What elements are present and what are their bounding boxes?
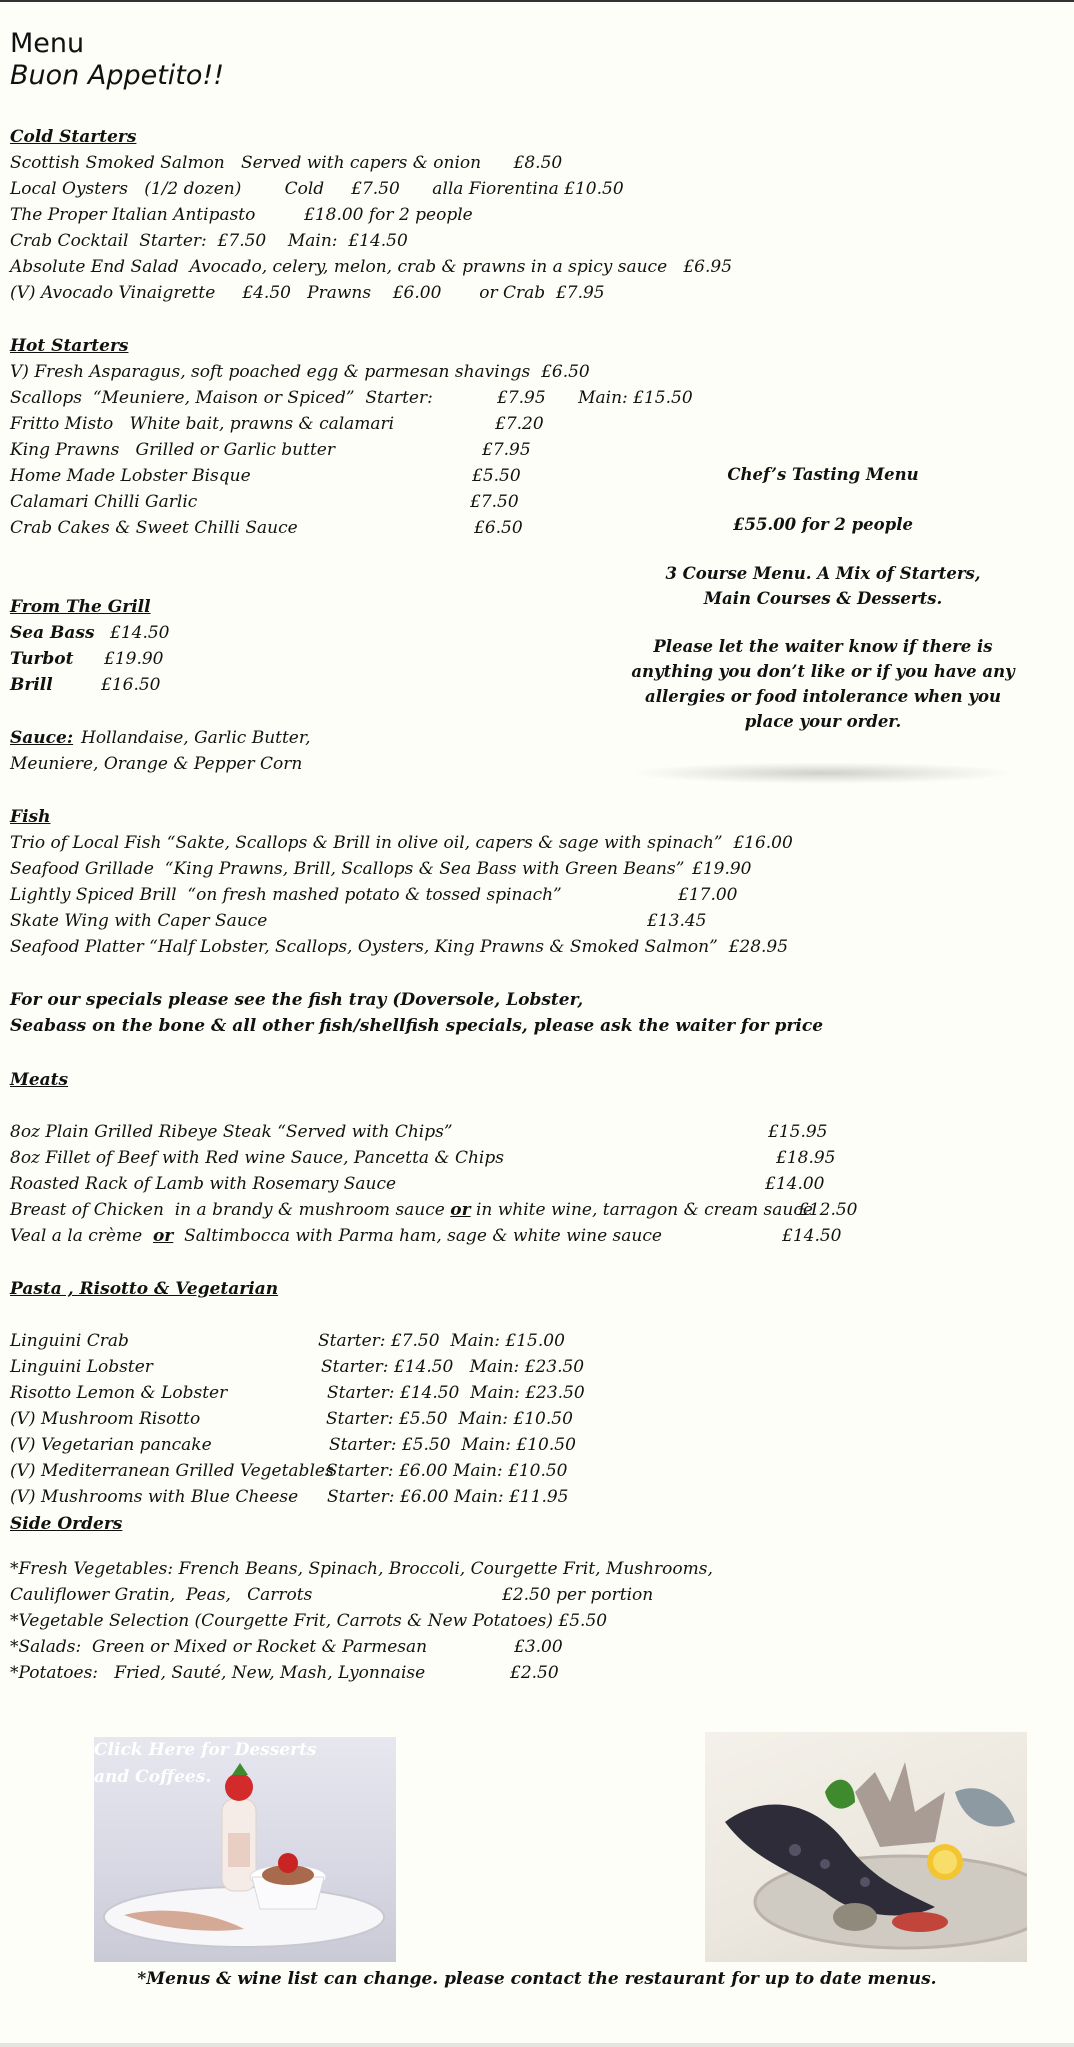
menu-item-name: Sea Bass — [10, 623, 95, 643]
menu-item-price: £17.00 — [678, 885, 738, 905]
menu-item-price: Starter: £5.50 Main: £10.50 — [326, 1409, 573, 1429]
menu-item-name: *Potatoes: Fried, Sauté, New, Mash, Lyonnaise — [10, 1663, 426, 1683]
desserts-link-caption[interactable]: Click Here for Desserts and Coffees. — [94, 1740, 317, 1787]
decorative-shadow-divider — [628, 762, 1018, 784]
specials-note: For our specials please see the fish tray (Doversole, Lobster, — [10, 990, 584, 1010]
menu-line: *Vegetable Selection (Courgette Frit, Carrots & New Potatoes) £5.50 — [10, 1611, 608, 1631]
section-heading-hot-starters: Hot Starters — [10, 336, 129, 356]
specials-note: Seabass on the bone & all other fish/shellfish specials, please ask the waiter for price — [10, 1016, 824, 1036]
menu-item-price: £7.20 — [495, 414, 544, 434]
menu-line: (V) Avocado Vinaigrette £4.50 Prawns £6.00 or Crab £7.95 — [10, 283, 605, 303]
bottom-border — [0, 2043, 1074, 2047]
menu-item-price: £14.00 — [765, 1174, 825, 1194]
menu-item-name: (V) Mushrooms with Blue Cheese — [10, 1487, 299, 1507]
menu-line: Local Oysters (1/2 dozen) Cold £7.50 alla Fiorentina £10.50 — [10, 179, 624, 199]
section-heading-meats: Meats — [10, 1070, 69, 1090]
menu-item-name: in white wine, tarragon & cream sauce — [470, 1200, 813, 1220]
tasting-menu-allergy-note: Please let the waiter know if there is anything you don’t like or if you have any allergies or food intolerance when you place your order. — [631, 637, 1015, 731]
menu-line: Absolute End Salad Avocado, celery, melon, crab & prawns in a spicy sauce £6.95 — [10, 257, 733, 277]
menu-item-price: Starter: £6.00 Main: £11.95 — [327, 1487, 569, 1507]
section-heading-pasta: Pasta , Risotto & Vegetarian — [10, 1279, 279, 1299]
menu-item-price: Starter: £6.00 Main: £10.50 — [326, 1461, 568, 1481]
menu-item-price: Starter: £5.50 Main: £10.50 — [329, 1435, 576, 1455]
section-heading-cold-starters: Cold Starters — [10, 127, 137, 147]
tasting-menu-price: £55.00 for 2 people — [732, 515, 913, 534]
menu-item-name: Veal a la crème — [10, 1226, 153, 1246]
seafood-platter-illustration — [705, 1732, 1027, 1962]
menu-item-price: £19.90 — [104, 649, 164, 669]
section-heading-fish: Fish — [10, 807, 51, 827]
menu-item-name: V) Fresh Asparagus, soft poached egg & parmesan shavings £6.50 — [10, 362, 590, 382]
menu-item-price: £3.00 — [514, 1637, 563, 1657]
menu-item-name: Home Made Lobster Bisque — [10, 466, 251, 486]
menu-item-price: £2.50 per portion — [502, 1585, 654, 1605]
menu-item-name: Saltimbocca with Parma ham, sage & white wine sauce — [173, 1226, 662, 1246]
seafood-platter-image — [705, 1732, 1027, 1962]
top-border — [0, 0, 1074, 2]
menu-item-price: £14.50 — [110, 623, 170, 643]
menu-item-name: *Salads: Green or Mixed or Rocket & Parmesan — [10, 1637, 428, 1657]
menu-line: Crab Cocktail Starter: £7.50 Main: £14.50 — [10, 231, 408, 251]
menu-item-name: 8oz Fillet of Beef with Red wine Sauce, Pancetta & Chips — [10, 1148, 504, 1168]
menu-item-name: Trio of Local Fish “Sakte, Scallops & Brill in olive oil, capers & sage with spinach” £16.00 — [10, 833, 793, 853]
menu-item-name: Roasted Rack of Lamb with Rosemary Sauce — [10, 1174, 397, 1194]
menu-item-name: Linguini Lobster — [10, 1357, 153, 1377]
menu-item-name: Breast of Chicken in a brandy & mushroom sauce — [10, 1200, 451, 1220]
menu-item-price: £13.45 — [647, 911, 707, 931]
sauce-options: Hollandaise, Garlic Butter, — [81, 728, 311, 748]
menu-item-name: Scallops “Meuniere, Maison or Spiced” Starter: — [10, 388, 433, 408]
menu-item-name: Lightly Spiced Brill “on fresh mashed potato & tossed spinach” — [10, 885, 562, 905]
menu-item-name: Skate Wing with Caper Sauce — [10, 911, 268, 931]
menu-item-name: Risotto Lemon & Lobster — [10, 1383, 228, 1403]
menu-item-price: £7.50 — [470, 492, 519, 512]
menu-item-name: (V) Mediterranean Grilled Vegetables — [10, 1461, 334, 1481]
menu-item-price: £7.95 — [482, 440, 531, 460]
footer-note: *Menus & wine list can change. please contact the restaurant for up to date menus. — [137, 1969, 937, 1989]
menu-item-name: Calamari Chilli Garlic — [10, 492, 198, 512]
tasting-menu-description: 3 Course Menu. A Mix of Starters, Main Courses & Desserts. — [665, 564, 981, 608]
menu-item-name: Seafood Grillade “King Prawns, Brill, Scallops & Sea Bass with Green Beans” — [10, 859, 685, 879]
menu-item-price: £6.50 — [474, 518, 523, 538]
or-separator: or — [450, 1200, 471, 1220]
menu-item-name: 8oz Plain Grilled Ribeye Steak “Served with Chips” — [10, 1122, 453, 1142]
menu-item-price: £7.95 Main: £15.50 — [497, 388, 693, 408]
menu-item-price: £16.50 — [101, 675, 161, 695]
menu-item-price: £5.50 — [472, 466, 521, 486]
or-separator: or — [152, 1226, 174, 1246]
menu-item-row — [10, 1199, 813, 1221]
menu-item-name: Fritto Misto White bait, prawns & calamari — [10, 414, 395, 434]
menu-item-price: £2.50 — [510, 1663, 559, 1683]
menu-line: The Proper Italian Antipasto £18.00 for 2 people — [10, 205, 473, 225]
menu-item-row — [10, 1225, 662, 1247]
menu-item-price: Starter: £7.50 Main: £15.00 — [318, 1331, 565, 1351]
desserts-link-image[interactable] — [94, 1737, 396, 1962]
menu-item-name: Turbot — [10, 649, 74, 669]
menu-item-name: Seafood Platter “Half Lobster, Scallops, Oysters, King Prawns & Smoked Salmon” £28.95 — [10, 937, 789, 957]
menu-item-name: King Prawns Grilled or Garlic butter — [10, 440, 335, 460]
menu-item-price: £12.50 — [798, 1200, 858, 1220]
page-title: Menu — [10, 28, 85, 59]
menu-item-name: Crab Cakes & Sweet Chilli Sauce — [10, 518, 298, 538]
sauce-label: Sauce: — [10, 728, 74, 748]
menu-item-name: Linguini Crab — [10, 1331, 129, 1351]
menu-item-name: (V) Mushroom Risotto — [10, 1409, 201, 1429]
sauce-options: Meuniere, Orange & Pepper Corn — [10, 754, 303, 774]
menu-item-name: (V) Vegetarian pancake — [10, 1435, 212, 1455]
menu-item-price: Starter: £14.50 Main: £23.50 — [321, 1357, 585, 1377]
menu-item-price: £14.50 — [782, 1226, 842, 1246]
menu-item-price: Starter: £14.50 Main: £23.50 — [327, 1383, 585, 1403]
menu-line: Scottish Smoked Salmon Served with capers & onion £8.50 — [10, 153, 563, 173]
menu-item-price: £15.95 — [768, 1122, 828, 1142]
section-heading-side-orders: Side Orders — [10, 1514, 123, 1534]
menu-line: *Fresh Vegetables: French Beans, Spinach, Broccoli, Courgette Frit, Mushrooms, — [10, 1559, 713, 1579]
menu-item-price: £19.90 — [692, 859, 752, 879]
tasting-menu-title: Chef’s Tasting Menu — [727, 465, 919, 484]
menu-item-name: Brill — [10, 675, 53, 695]
page-subtitle: Buon Appetito!! — [10, 60, 225, 91]
menu-item-price: £18.95 — [776, 1148, 836, 1168]
menu-item-name: Cauliflower Gratin, Peas, Carrots — [10, 1585, 313, 1605]
section-heading-grill: From The Grill — [10, 597, 151, 617]
